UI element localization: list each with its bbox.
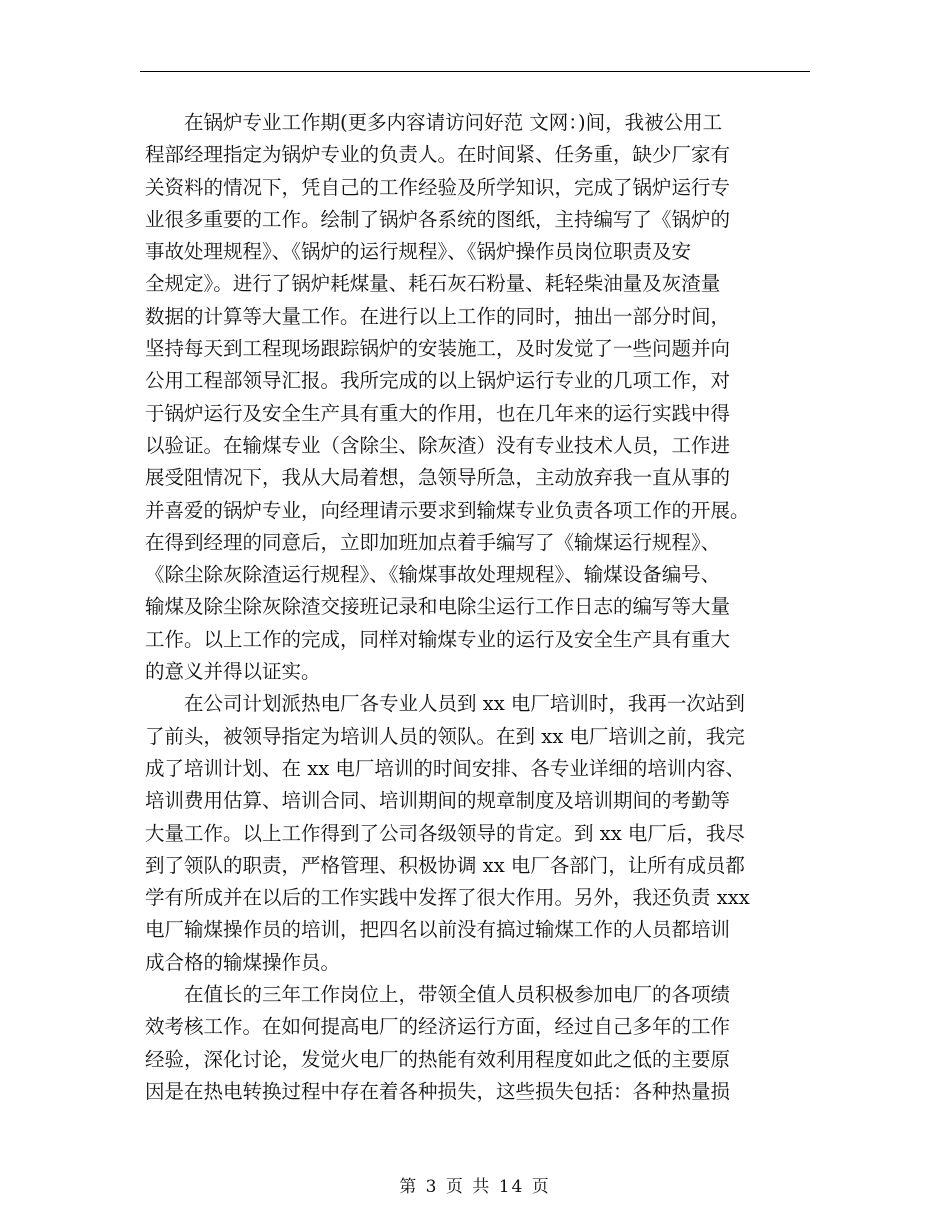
text-line: 经验，深化讨论，发觉火电厂的热能有效利用程度如此之低的主要原 (145, 1047, 731, 1071)
text-line: 并喜爱的锅炉专业，向经理请示要求到输煤专业负责各项工作的开展。 (145, 498, 750, 522)
text-line: 程部经理指定为锅炉专业的负责人。在时间紧、任务重，缺少厂家有 (145, 143, 731, 167)
paragraph-3 (145, 979, 810, 1108)
text-line: 了前头，被领导指定为培训人员的领队。在到 xx 电厂培训之前，我完 (145, 724, 745, 748)
text-line: 在值长的三年工作岗位上，带领全值人员积极参加电厂的各项绩 (145, 983, 731, 1007)
text-line: 《除尘除灰除渣运行规程》、《输煤事故处理规程》、输煤设备编号、 (145, 563, 721, 587)
text-line: 于锅炉运行及安全生产具有重大的作用，也在几年来的运行实践中得 (145, 401, 731, 425)
text-line: 以验证。在输煤专业（含除尘、除灰渣）没有专业技术人员，工作进 (145, 433, 731, 457)
text-line: 坚持每天到工程现场跟踪锅炉的安装施工，及时发觉了一些问题并向 (145, 337, 731, 361)
text-line: 公用工程部领导汇报。我所完成的以上锅炉运行专业的几项工作，对 (145, 369, 731, 393)
text-line: 关资料的情况下，凭自己的工作经验及所学知识，完成了锅炉运行专 (145, 175, 731, 199)
text-line: 大量工作。以上工作得到了公司各级领导的肯定。到 xx 电厂后，我尽 (145, 821, 745, 845)
text-line: 全规定》。进行了锅炉耗煤量、耗石灰石粉量、耗轻柴油量及灰渣量 (145, 272, 721, 296)
text-line: 电厂输煤操作员的培训，把四名以前没有搞过输煤工作的人员都培训 (145, 918, 731, 942)
text-line: 在公司计划派热电厂各专业人员到 xx 电厂培训时，我再一次站到 (145, 692, 745, 716)
text-line: 的意义并得以证实。 (145, 660, 321, 684)
text-line: 工作。以上工作的完成，同样对输煤专业的运行及安全生产具有重大 (145, 627, 731, 651)
text-line: 展受阻情况下，我从大局着想，急领导所急，主动放弃我一直从事的 (145, 466, 731, 490)
text-line: 事故处理规程》、《锅炉的运行规程》、《锅炉操作员岗位职责及安 (145, 240, 692, 264)
text-line: 培训费用估算、培训合同、培训期间的规章制度及培训期间的考勤等 (145, 789, 731, 813)
text-line: 在锅炉专业工作期(更多内容请访问好范 文网：)间，我被公用工 (145, 111, 723, 134)
text-line: 输煤及除尘除灰除渣交接班记录和电除尘运行工作日志的编写等大量 (145, 595, 731, 619)
text-line: 因是在热电转换过程中存在着各种损失，这些损失包括：各种热量损 (145, 1079, 731, 1103)
text-line: 效考核工作。在如何提高电厂的经济运行方面，经过自己多年的工作 (145, 1015, 731, 1039)
text-line: 业很多重要的工作。绘制了锅炉各系统的图纸，主持编写了《锅炉的 (145, 207, 731, 231)
page-number-footer: 第 3 页 共 14 页 (399, 1177, 551, 1197)
text-line: 数据的计算等大量工作。在进行以上工作的同时，抽出一部分时间， (145, 304, 731, 328)
text-line: 到了领队的职责，严格管理、积极协调 xx 电厂各部门，让所有成员都 (145, 853, 745, 877)
text-line: 成合格的输煤操作员。 (145, 950, 341, 974)
text-line: 成了培训计划、在 xx 电厂培训的时间安排、各专业详细的培训内容、 (145, 756, 745, 780)
document-body (145, 107, 810, 1108)
paragraph-2 (145, 688, 810, 979)
paragraph-1 (145, 107, 810, 688)
text-line: 在得到经理的同意后，立即加班加点着手编写了《输煤运行规程》、 (145, 530, 721, 554)
text-line: 学有所成并在以后的工作实践中发挥了很大作用。另外，我还负责 xxx (145, 886, 750, 910)
header-rule (140, 71, 810, 72)
